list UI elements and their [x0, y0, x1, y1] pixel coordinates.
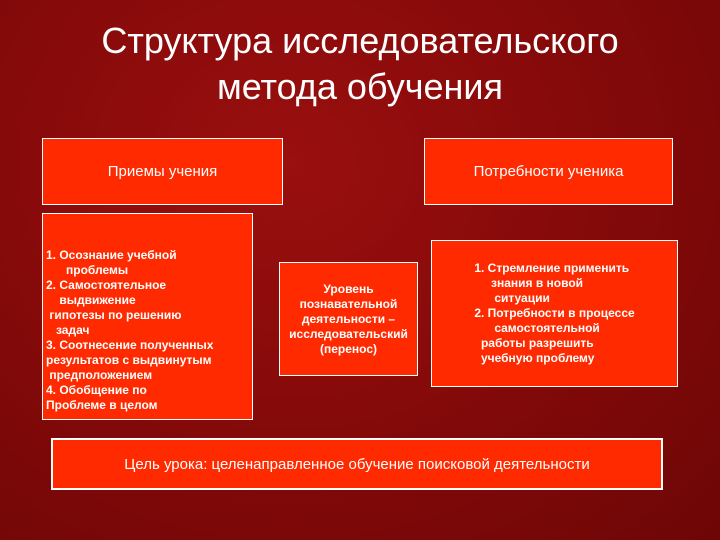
techniques-list-text: 1. Осознание учебной проблемы 2. Самостоятельное выдвижение гипотезы по решению задач 3. Соотнесение полученных результатов с выдвинутым предположением 4. Обобщение по Проблеме в целом: [46, 248, 214, 412]
slide-title-line1: Структура исследовательского: [101, 20, 619, 61]
cognitive-level-box: [279, 262, 418, 376]
needs-list-text: 1. Стремление применить знания в новой ситуации 2. Потребности в процессе самостоятельной работы разрешить учебную проблему: [474, 261, 635, 365]
slide-title: [40, 18, 680, 110]
lesson-goal-line: [124, 456, 589, 473]
cognitive-level-text: Уровень познавательной деятельности – исследовательский (перенос): [289, 281, 408, 356]
techniques-header-box: [42, 138, 283, 205]
techniques-list-box: [42, 213, 253, 420]
slide-title-line2: метода обучения: [216, 66, 504, 107]
lesson-goal-box: [51, 438, 663, 490]
techniques-header-label: Приемы учения: [107, 163, 218, 180]
lesson-goal-text: : целенаправленное обучение поисковой деятельности: [203, 455, 590, 473]
needs-header-box: [424, 138, 673, 205]
lesson-goal-label: Цель урока: [124, 455, 204, 473]
needs-list-box: [431, 240, 678, 387]
needs-header-label: Потребности ученика: [473, 163, 624, 180]
